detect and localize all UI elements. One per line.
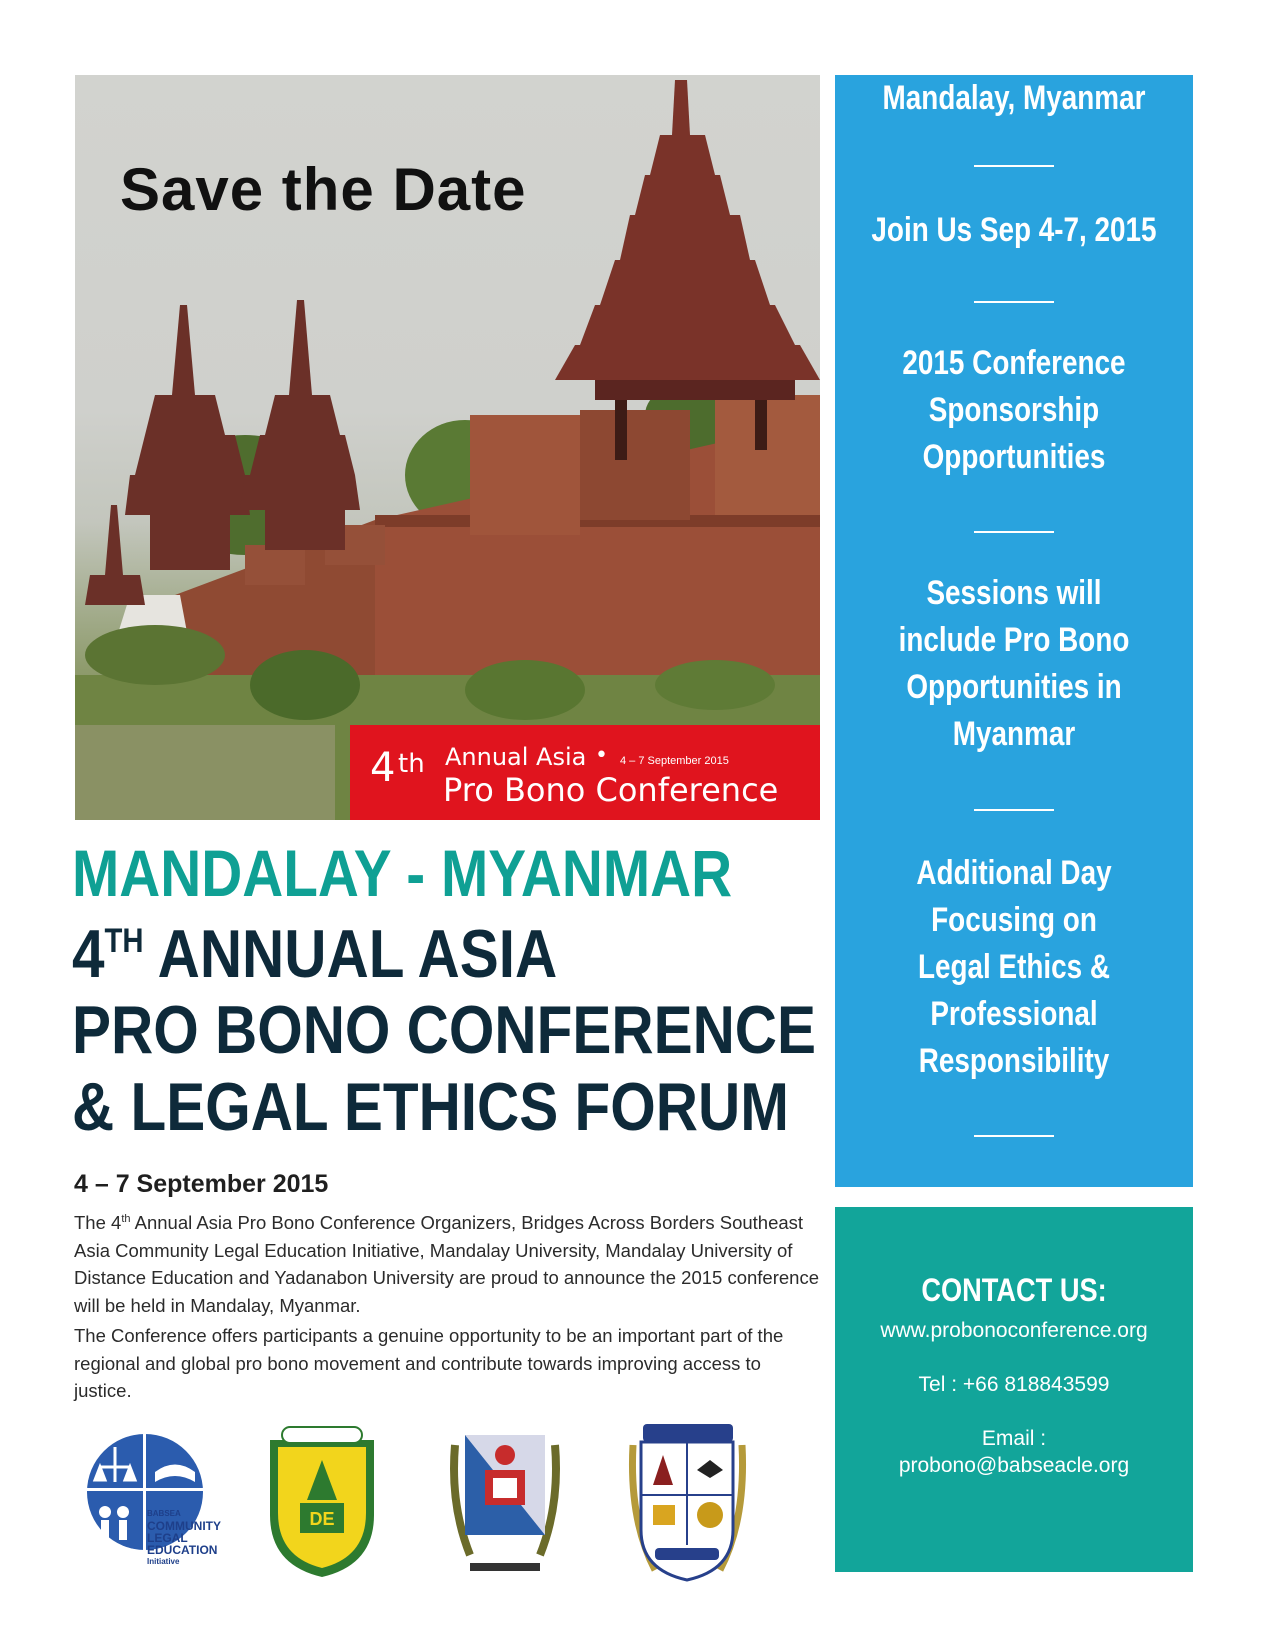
heading-line-3: & LEGAL ETHICS FORUM (72, 1069, 789, 1145)
yadanabon-shield-icon (625, 1420, 750, 1585)
heading-line-1-text: ANNUAL ASIA (143, 916, 558, 992)
sidebar-additional-1: Additional Day (916, 854, 1112, 892)
contact-heading: CONTACT US: (921, 1272, 1107, 1308)
sidebar-sessions-1: Sessions will (926, 574, 1102, 612)
hero-photo (75, 75, 820, 820)
event-dates: 4 – 7 September 2015 (74, 1170, 329, 1198)
contact-website-link[interactable]: www.probonoconference.org (880, 1319, 1148, 1342)
mandalay-university-crest-icon (445, 1425, 565, 1585)
banner-dates: 4 – 7 September 2015 (620, 755, 729, 767)
contact-email-label: Email : (981, 1427, 1047, 1450)
babsea-line4: Initiative (147, 1557, 180, 1566)
contact-box (835, 1207, 1193, 1572)
sidebar-sponsor-1: 2015 Conference (902, 344, 1126, 382)
sidebar-additional-4: Professional (930, 995, 1098, 1033)
conference-banner (350, 725, 820, 820)
heading-number: 4 (72, 916, 105, 992)
highlights-sidebar (835, 75, 1193, 1187)
save-the-date-title: Save the Date (120, 156, 527, 223)
sidebar-additional-3: Legal Ethics & (917, 948, 1111, 986)
heading-ordinal: TH (104, 922, 144, 960)
mandalay-university-logo (445, 1425, 565, 1585)
sidebar-divider (974, 1135, 1054, 1137)
intro-text-a: The 4 (74, 1212, 122, 1234)
sidebar-divider (974, 809, 1054, 811)
contact-email-link[interactable]: probono@babseacle.org (898, 1454, 1130, 1477)
mude-initials: DE (309, 1509, 335, 1529)
sidebar-divider (974, 165, 1054, 167)
sidebar-additional-5: Responsibility (918, 1042, 1110, 1080)
sidebar-location: Mandalay, Myanmar (882, 79, 1146, 117)
contact-phone: Tel : +66 818843599 (918, 1373, 1110, 1396)
banner-line1: Annual Asia (445, 743, 587, 771)
sidebar-sessions-3: Opportunities in (906, 668, 1122, 706)
sidebar-additional-2: Focusing on (931, 901, 1097, 939)
banner-ordinal: th (398, 749, 425, 779)
sidebar-join: Join Us Sep 4-7, 2015 (871, 211, 1157, 249)
heading-line-1 (72, 916, 558, 992)
babsea-line2: LEGAL (147, 1531, 188, 1545)
city-heading: MANDALAY - MYANMAR (72, 836, 733, 910)
sidebar-divider (974, 301, 1054, 303)
banner-separator: • (595, 743, 608, 768)
mude-shield-icon (262, 1425, 382, 1580)
babsea-line3: EDUCATION (147, 1543, 218, 1557)
yadanabon-university-logo (625, 1420, 750, 1585)
babsea-cle-logo (75, 1432, 225, 1582)
mude-logo (262, 1425, 382, 1580)
intro-paragraph (74, 1206, 819, 1319)
heading-line-2: PRO BONO CONFERENCE (72, 992, 817, 1068)
sidebar-sessions-4: Myanmar (952, 715, 1076, 753)
sidebar-sessions-2: include Pro Bono (898, 621, 1130, 659)
babsea-line1: COMMUNITY (147, 1519, 221, 1533)
sidebar-divider (974, 531, 1054, 533)
intro-ordinal: th (121, 1213, 131, 1225)
intro-text-b: Annual Asia Pro Bono Conference Organizers, Bridges Across Borders Southeast Asia Community Legal Education Initiative, Mandalay University, Mandalay University of Distance Education and Yadanabon University are proud to announce the 2015 conference will be held in Mandalay, Myanmar. (74, 1212, 819, 1316)
banner-number: 4 (370, 745, 396, 791)
banner-line2: Pro Bono Conference (443, 771, 779, 809)
sidebar-sponsor-2: Sponsorship (928, 391, 1100, 429)
conference-paragraph: The Conference offers participants a genuine opportunity to be an important part of the regional and global pro bono movement and contribute towards improving access to justice. (74, 1325, 784, 1401)
sidebar-sponsor-3: Opportunities (922, 438, 1106, 476)
babsea-line0: BABSEA (147, 1509, 181, 1518)
